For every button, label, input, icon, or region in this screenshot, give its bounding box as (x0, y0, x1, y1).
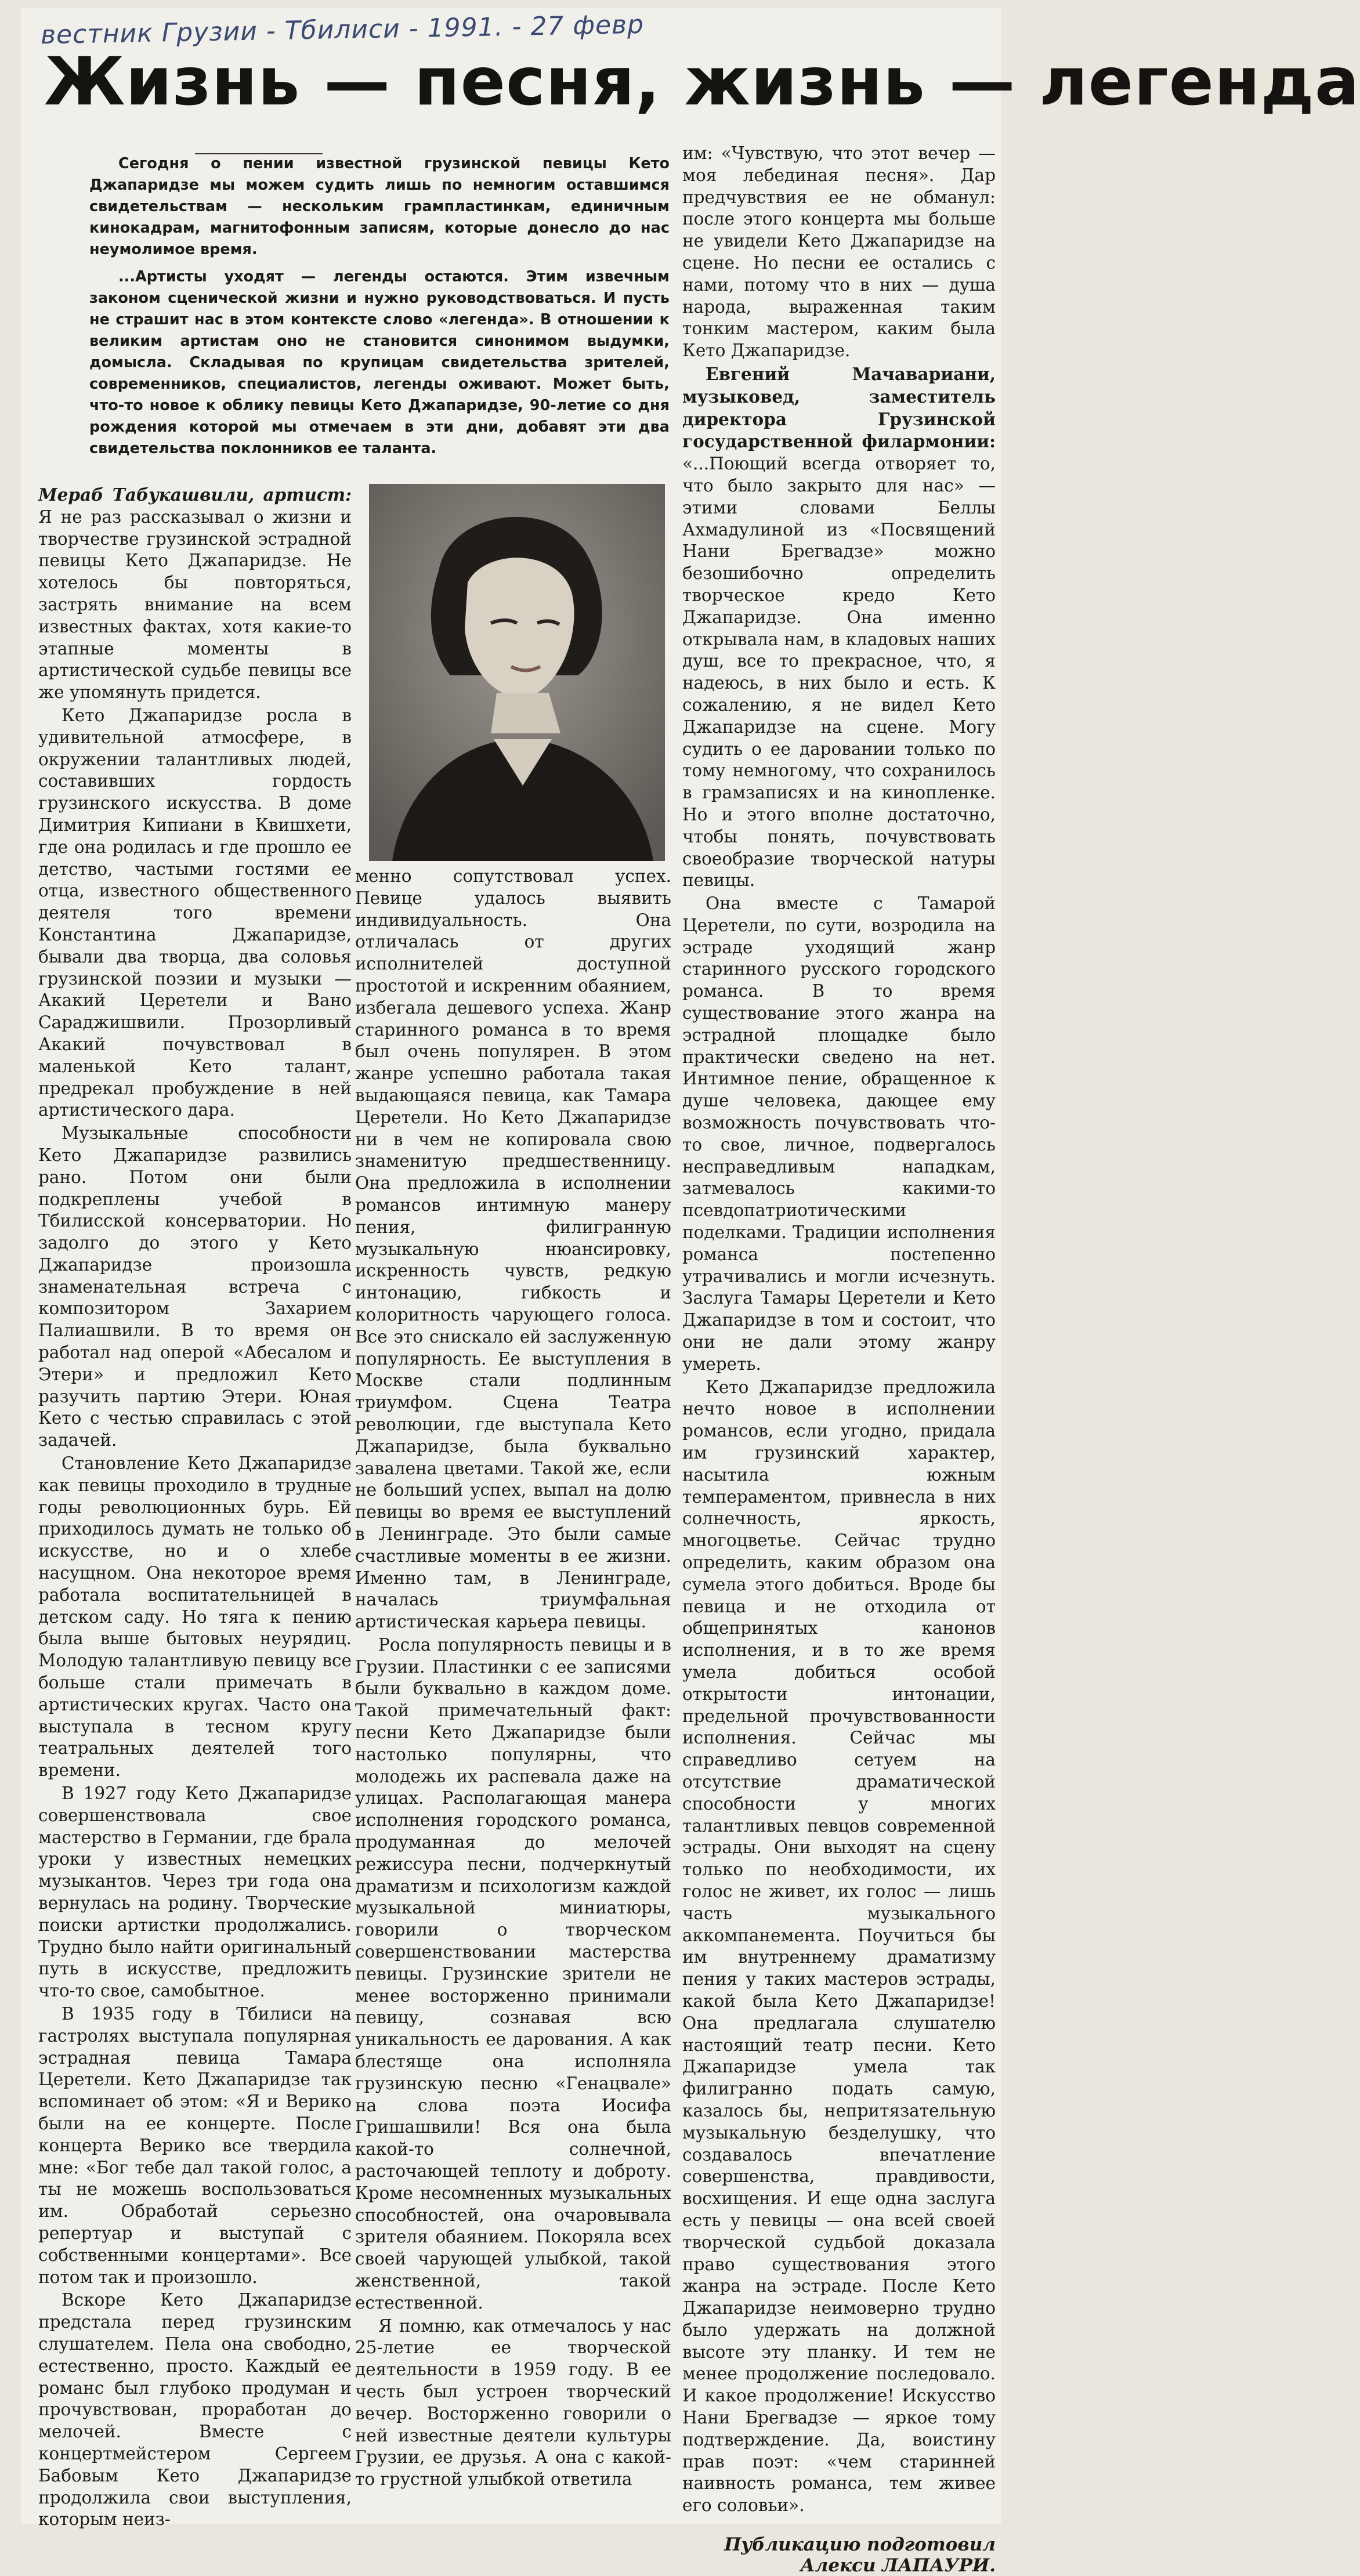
col3-speaker-text: «...Поющий всегда отворяет то, что было закрыто для нас» — этими словами Беллы Ахмадулиной из «Посвящений Нани Брегвадзе» можно безошибочно определить творческое кредо Кето Джапаридзе. Она именно открывала нам, в кладовых наших душ, все то прекрасное, что, я надеюсь, в них было и есть. К сожалению, я не видел Кето Джапаридзе на сцене. Могу судить о ее даровании только по тому немногому, что сохранилось в грамзаписях и на кинопленке. Но и этого вполне достаточно, чтобы понять, почувствовать своеобразие творческой натуры певицы. (682, 454, 996, 891)
handwritten-note: вестник Грузии - Тбилиси - 1991. - 27 февр (40, 9, 645, 50)
col2-paragraph: менно сопутствовал успех. Певице удалось выявить индивидуальность. Она отличалась от других исполнителей доступной простотой и искренним обаянием, избегала дешевого успеха. Жанр старинного романса в то время был очень популярен. В этом жанре успешно работала такая выдающаяся певица, как Тамара Церетели. Но Кето Джапаридзе ни в чем не копировала свою знаменитую предшественницу. Она предложила в исполнении романсов интимную манеру пения, филигранную музыкальную нюансировку, искренность чувств, редкую интонацию, гибкость и колоритность чарующего голоса. Все это снискало ей заслуженную популярность. Ее выступления в Москве стали подлинным триумфом. Сцена Театра революции, где выступала Кето Джапаридзе, была буквально завалена цветами. Такой же, если не больший успех, выпал на долю певицы во время ее выступлений в Ленинграде. Это были самые счастливые моменты в ее жизни. Именно там, в Ленинграде, началась триумфальная артистическая карьера певицы. (355, 866, 671, 1632)
portrait-image (369, 484, 665, 861)
publication-credit: Публикацию подготовил Алекси ЛАПАУРИ. (724, 2534, 996, 2576)
col3-paragraph: Кето Джапаридзе предложила нечто новое в исполнении романсов, если угодно, придала им грузинский характер, насытила южным темпераментом, привнесла в них солнечность, яркость, многоцветье. Сейчас трудно определить, каким образом она сумела этого добиться. Вроде бы певица и не отходила от общепринятых канонов исполнения, и в то же время умела добиться особой открытости интонации, предельной прочувствованности исполнения. Сейчас мы справедливо сетуем на отсутствие драматической способности у многих талантливых певцов современной эстрады. Они выходят на сцену только по необходимости, их голос не живет, их голос — лишь часть музыкального аккомпанемента. Поучиться бы им внутреннему драматизму пения у таких мастеров эстрады, какой была Кето Джапаридзе! Она предлагала слушателю настоящий театр песни. Кето Джапаридзе умела так филигранно подать самую, казалось бы, непритязательную музыкальную безделушку, что создавалось впечатление совершенства, правдивости, восхищения. И еще одна заслуга есть у певицы — она всей своей творческой судьбой доказала право существования этого жанра на эстраде. После Кето Джапаридзе неимоверно трудно было удержать на должной высоте эту планку. И тем не менее продолжение последовало. И какое продолжение! Искусство Нани Брегвадзе — яркое тому подтверждение. Да, воистину прав поэт: «чем старинней наивность романса, тем живее его соловьи». (682, 1377, 996, 2516)
newspaper-clipping (21, 8, 1360, 2576)
col2-paragraph: Росла популярность певицы и в Грузии. Пластинки с ее записями были буквально в каждом доме. Такой примечательный факт: песни Кето Джапаридзе были настолько популярны, что молодежь их распевала даже на улицах. Располагающая манера исполнения городского романса, продуманная до мелочей режиссура песни, подчеркнутый драматизм и психологизм каждой музыкальной миниатюры, говорили о творческом совершенствовании мастерства певицы. Грузинские зрители не менее восторженно принимали певицу, сознавая всю уникальность ее дарования. А как блестяще она исполняла грузинскую песню «Генацвале» на слова поэта Иосифа Гришашвили! Вся она была какой-то солнечной, расточающей теплоту и доброту. Кроме несомненных музыкальных способностей, она очаровывала зрителя обаянием. Покоряла всех своей чарующей улыбкой, такой женственной, такой естественной. (355, 1634, 671, 2313)
portrait-photo (369, 484, 665, 861)
column-3 (682, 143, 996, 2576)
lead-text-2: ...Артисты уходят — легенды остаются. Этим извечным законом сценической жизни и нужно руководствоваться. И пусть не страшит нас в этом контексте слово «легенда». В отношении к великим артистам оно не становится синонимом выдумки, домысла. Складывая по крупицам свидетельства зрителей, современников, специалистов, легенды оживают. Может быть, что-то новое к облику певицы Кето Джапаридзе, 90-летие со дня рождения которой мы отмечаем в эти дни, добавят эти два свидетельства поклонников ее таланта. (89, 268, 670, 457)
col2-paragraph: Я помню, как отмечалось у нас 25-летие ее творческой деятельности в 1959 году. В ее честь был устроен творческий вечер. Восторженно говорили о ней известные деятели культуры Грузии, ее друзья. А она с какой-то грустной улыбкой ответила (355, 2315, 671, 2490)
col1-paragraph: Музыкальные способности Кето Джапаридзе развились рано. Потом они были подкреплены учебой в Тбилисской консерватории. Но задолго до этого у Кето Джапаридзе произошла знаменательная встреча с композитором Захарием Палиашвили. В то время он работал над оперой «Абесалом и Этери» и предложил Кето разучить партию Этери. Юная Кето с честью справилась с этой задачей. (38, 1123, 352, 1450)
col1-paragraph: В 1927 году Кето Джапаридзе совершенствовала свое мастерство в Германии, где брала уроки у известных немецких музыкантов. Через три года она вернулась на родину. Творческие поиски артистки продолжались. Трудно было найти оригинальный путь в искусстве, предложить что-то свое, самобытное. (38, 1783, 352, 2001)
lead-text-1: Сегодня о пении известной грузинской певицы Кето Джапаридзе мы можем судить лишь по немногим оставшимся свидетельствам — нескольким грампластинкам, единичным кинокадрам, магнитофонным записям, которые донесло до нас неумолимое время. (89, 155, 670, 258)
col3-paragraph-speaker (682, 363, 996, 892)
col1-paragraph: Становление Кето Джапаридзе как певицы проходило в трудные годы революционных бурь. Ей приходилось думать не только об искусстве, но и о хлебе насущном. Она некоторое время работала воспитательницей в детском саду. Но тяга к пению была выше бытовых неурядиц. Молодую талантливую певицу все больше стали примечать в артистических кругах. Часто она выступала в тесном кругу театральных деятелей того времени. (38, 1453, 352, 1781)
col1-first-text: Я не раз рассказывал о жизни и творчестве грузинской эстрадной певицы Кето Джапаридзе. Не хотелось бы повторяться, застрять внимание на всем известных фактах, хотя какие-то этапные моменты в артистической судьбе певицы все же упомянуть придется. (38, 506, 352, 703)
lead-paragraph (89, 153, 670, 465)
speaker-machavariani: Евгений Мачавариани, музыковед, заместитель директора Грузинской государственной филармонии: (682, 363, 996, 452)
col1-paragraph-first (38, 484, 352, 704)
speaker-tabukashvili: Мераб Табукашвили, артист: (38, 484, 352, 505)
column-2 (355, 866, 671, 2508)
col3-paragraph: им: «Чувствую, что этот вечер — моя лебединая песня». Дар предчувствия ее не обманул: после этого концерта мы больше не увидели Кето Джапаридзе на сцене. Но песни ее остались с нами, потому что в них — душа народа, выраженная таким тонким мастером, каким была Кето Джапаридзе. (682, 143, 996, 361)
col1-paragraph: Вскоре Кето Джапаридзе предстала перед грузинским слушателем. Пела она свободно, естественно, просто. Каждый ее романс был глубоко продуман и прочувствован, проработан до мелочей. Вместе с концертмейстером Сергеем Бабовым Кето Джапаридзе продолжила свои выступления, которым неиз- (38, 2290, 352, 2530)
headline: Жизнь — песня, жизнь — легенда (44, 43, 1360, 120)
col1-paragraph: Кето Джапаридзе росла в удивительной атмосфере, в окружении талантливых людей, составивших гордость грузинского искусства. В доме Димитрия Кипиани в Квишхети, где она родилась и где прошло ее детство, частыми гостями ее отца, известного общественного деятеля того времени Константина Джапаридзе, бывали два творца, два соловья грузинской поэзии и музыки — Акакий Церетели и Вано Сараджишвили. Прозорливый Акакий почувствовал в маленькой Кето талант, предрекал пробуждение в ней артистического дара. (38, 705, 352, 1120)
col3-paragraph: Она вместе с Тамарой Церетели, по сути, возродила на эстраде уходящий жанр старинного русского городского романса. В то время существование этого жанра на эстрадной площадке было практически сведено на нет. Интимное пение, обращенное к душе человека, дающее ему возможность почувствовать что-то свое, личное, подвергалось несправедливым нападкам, затмевалось какими-то псевдопатриотическими поделками. Традиции исполнения романса постепенно утрачивались и могли исчезнуть. Заслуга Тамары Церетели и Кето Джапаридзе в том и состоит, что они не дали этому жанру умереть. (682, 893, 996, 1374)
column-1 (38, 484, 352, 2530)
col1-paragraph: В 1935 году в Тбилиси на гастролях выступала популярная эстрадная певица Тамара Церетели. Кето Джапаридзе так вспоминает об этом: «Я и Верико были на ее концерте. После концерта Верико все твердила мне: «Бог тебе дал такой голос, а ты не можешь воспользоваться им. Обработай серьезно репертуар и выступай с собственными концертами». Все потом так и произошло. (38, 2003, 352, 2287)
